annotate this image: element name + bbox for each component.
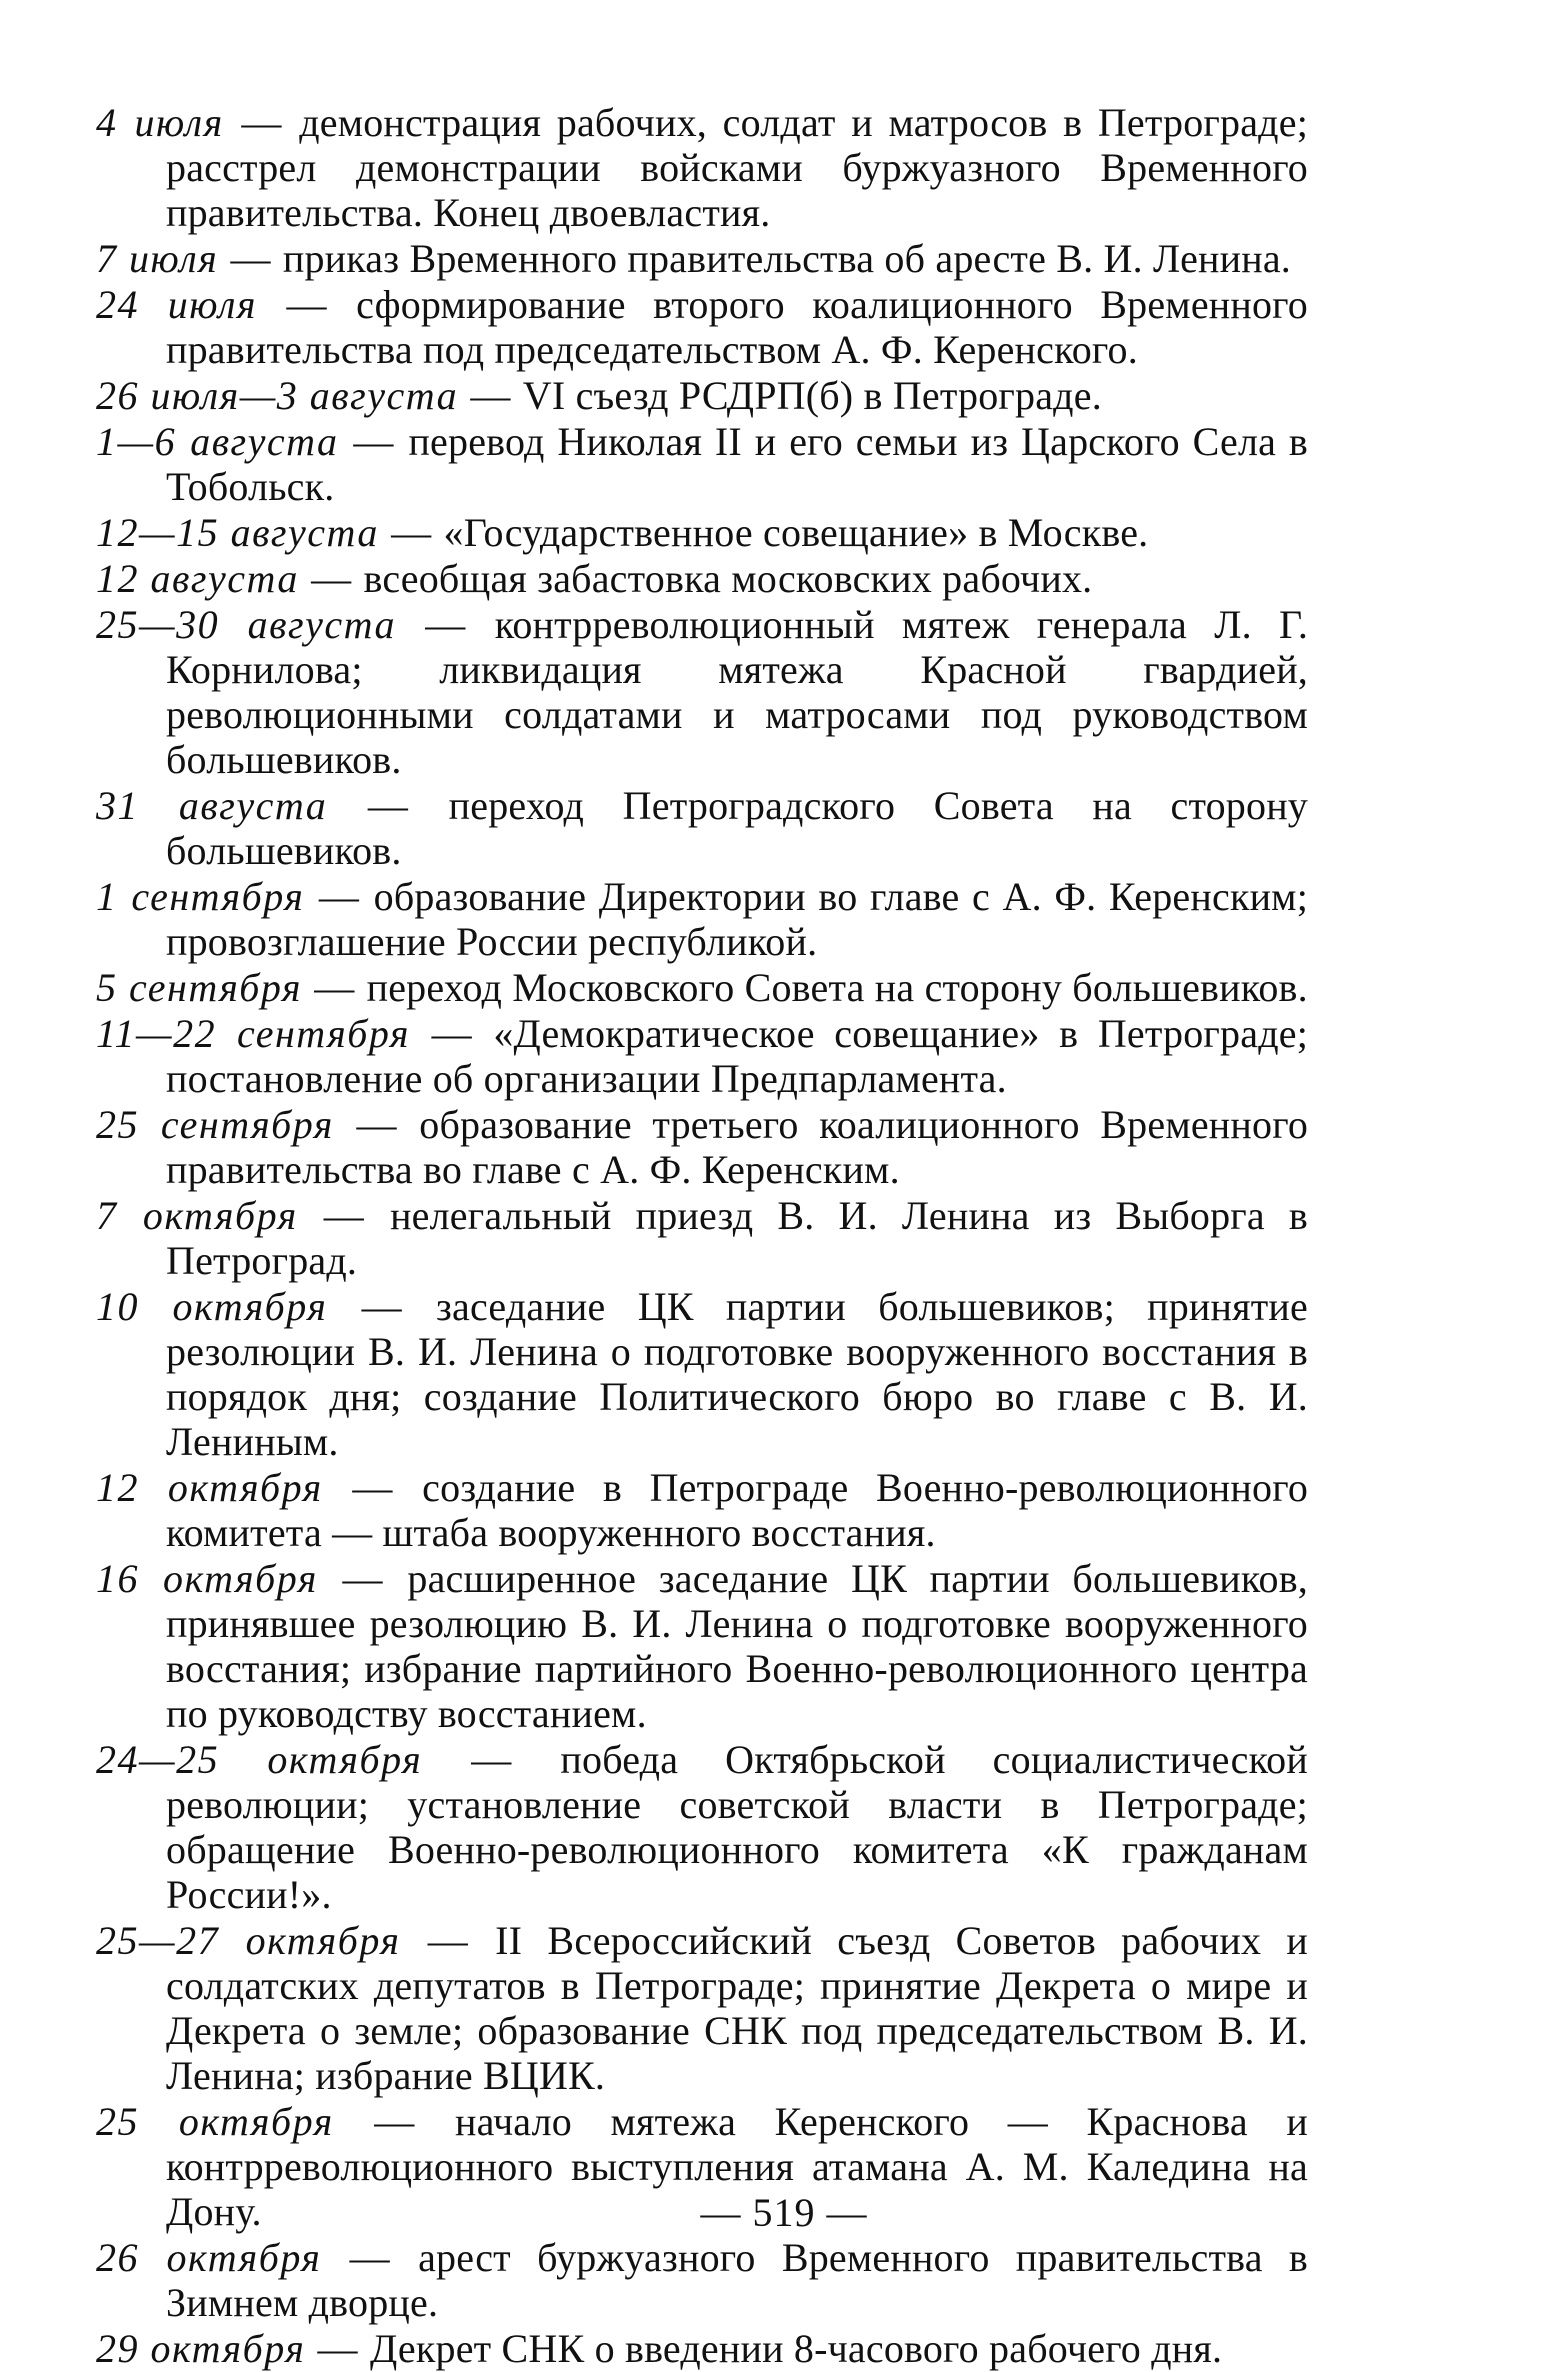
entry-separator: — [241, 100, 282, 145]
entry-text: образование Директории во главе с А. Ф. Керенским; провозглашение России республикой. [166, 874, 1309, 964]
entry-date: 10 октября [96, 1284, 328, 1329]
chronology-entry [96, 1011, 1308, 1101]
chronology-entry [96, 236, 1308, 281]
chronology-list [96, 100, 1308, 2372]
entry-date: 1—6 августа [96, 419, 339, 464]
chronology-entry [96, 1102, 1308, 1192]
chronology-entry [96, 1918, 1308, 2098]
entry-date: 29 октября [96, 2326, 306, 2371]
entry-text: нелегальный приезд В. И. Ленина из Выборга в Петроград. [166, 1193, 1309, 1283]
entry-separator: — [470, 373, 511, 418]
entry-separator: — [314, 965, 355, 1010]
entry-text: арест буржуазного Временного правительства в Зимнем дворце. [166, 2235, 1308, 2325]
entry-date: 24—25 октября [96, 1737, 423, 1782]
entry-text: приказ Временного правительства об аресте В. И. Ленина. [282, 236, 1292, 281]
entry-separator: — [323, 1193, 364, 1238]
entry-text: сформирование второго коалиционного Временного правительства под председательством А. Ф. Керенского. [166, 282, 1308, 372]
entry-date: 12 октября [96, 1465, 323, 1510]
entry-text: переход Петроградского Совета на сторону большевиков. [166, 783, 1309, 873]
entry-text: переход Московского Совета на сторону большевиков. [366, 965, 1308, 1010]
entry-separator: — [318, 874, 360, 919]
chronology-entry [96, 1465, 1308, 1555]
entry-date: 25 октября [96, 2099, 334, 2144]
entry-text: расширенное заседание ЦК партии большевиков, принявшее резолюцию В. И. Ленина о подготовке вооруженного восстания; избрание партийного Военно-революционного центра по руководству восстанием. [166, 1556, 1309, 1736]
entry-date: 12—15 августа [96, 510, 379, 555]
entry-separator: — [431, 1011, 472, 1056]
entry-text: заседание ЦК партии большевиков; принятие резолюции В. И. Ленина о подготовке вооруженного восстания в порядок дня; создание Политического бюро во главе с В. И. Лениным. [166, 1284, 1308, 1464]
entry-separator: — [427, 1918, 468, 1963]
entry-date: 26 июля—3 августа [96, 373, 459, 418]
chronology-entry [96, 556, 1308, 601]
entry-text: II Всероссийский съезд Советов рабочих и солдатских депутатов в Петрограде; принятие Декрета о мире и Декрета о земле; образование СНК под председательством В. И. Ленина; избрание ВЦИК. [166, 1918, 1309, 2098]
entry-separator: — [391, 510, 432, 555]
chronology-entry [96, 282, 1308, 372]
entry-text: перевод Николая II и его семьи из Царского Села в Тобольск. [166, 419, 1309, 509]
chronology-entry [96, 510, 1308, 555]
entry-separator: — [367, 783, 409, 828]
entry-date: 5 сентября [96, 965, 302, 1010]
entry-separator: — [353, 419, 394, 464]
entry-date: 1 сентября [96, 874, 305, 919]
entry-date: 25—30 августа [96, 602, 396, 647]
entry-text: «Государственное совещание» в Москве. [443, 510, 1149, 555]
entry-date: 11—22 сентября [96, 1011, 410, 1056]
chronology-entry [96, 419, 1308, 509]
page-number: — 519 — [700, 2190, 868, 2235]
entry-date: 31 августа [96, 783, 328, 828]
entry-separator: — [361, 1284, 402, 1329]
chronology-entry [96, 874, 1308, 964]
entry-separator: — [352, 1465, 393, 1510]
chronology-entry [96, 783, 1308, 873]
entry-text: всеобщая забастовка московских рабочих. [363, 556, 1093, 601]
entry-separator: — [311, 556, 352, 601]
entry-date: 7 июля [96, 236, 219, 281]
entry-text: создание в Петрограде Военно-революционного комитета — штаба вооруженного восстания. [166, 1465, 1309, 1555]
chronology-entry [96, 1737, 1308, 1917]
chronology-entry [96, 602, 1308, 782]
chronology-entry [96, 965, 1308, 1010]
entry-date: 12 августа [96, 556, 299, 601]
chronology-entry [96, 1284, 1308, 1464]
entry-text: VI съезд РСДРП(б) в Петрограде. [522, 373, 1102, 418]
entry-separator: — [425, 602, 466, 647]
entry-date: 16 октября [96, 1556, 318, 1601]
entry-separator: — [342, 1556, 383, 1601]
entry-separator: — [349, 2235, 390, 2280]
chronology-entry [96, 1556, 1308, 1736]
entry-separator: — [230, 236, 271, 281]
entry-text: демонстрация рабочих, солдат и матросов в Петрограде; расстрел демонстрации войсками буржуазного Временного правительства. Конец двоевластия. [166, 100, 1309, 235]
entry-separator: — [471, 1737, 512, 1782]
entry-separator: — [356, 1102, 397, 1147]
entry-date: 25 сентября [96, 1102, 334, 1147]
entry-text: образование третьего коалиционного Временного правительства во главе с А. Ф. Керенским. [166, 1102, 1309, 1192]
entry-text: Декрет СНК о введении 8-часового рабочего дня. [369, 2326, 1223, 2371]
chronology-entry [96, 100, 1308, 235]
chronology-entry [96, 2235, 1308, 2325]
entry-date: 26 октября [96, 2235, 322, 2280]
entry-text: контрреволюционный мятеж генерала Л. Г. Корнилова; ликвидация мятежа Красной гвардией, революционными солдатами и матросами под руководством большевиков. [166, 602, 1309, 782]
entry-separator: — [286, 282, 327, 327]
entry-date: 7 октября [96, 1193, 298, 1238]
entry-date: 4 июля [96, 100, 224, 145]
chronology-entry [96, 1193, 1308, 1283]
chronology-entry [96, 373, 1308, 418]
entry-text: победа Октябрьской социалистической революции; установление советской власти в Петрограде; обращение Военно-революционного комитета «К гражданам России!». [166, 1737, 1308, 1917]
entry-separator: — [374, 2099, 415, 2144]
entry-date: 24 июля [96, 282, 258, 327]
entry-separator: — [317, 2326, 358, 2371]
entry-text: «Демократическое совещание» в Петрограде; постановление об организации Предпарламента. [166, 1011, 1309, 1101]
entry-date: 25—27 октября [96, 1918, 401, 1963]
entry-text: начало мятежа Керенского — Краснова и контрреволюционного выступления атамана А. М. Каледина на Дону. [166, 2099, 1309, 2234]
